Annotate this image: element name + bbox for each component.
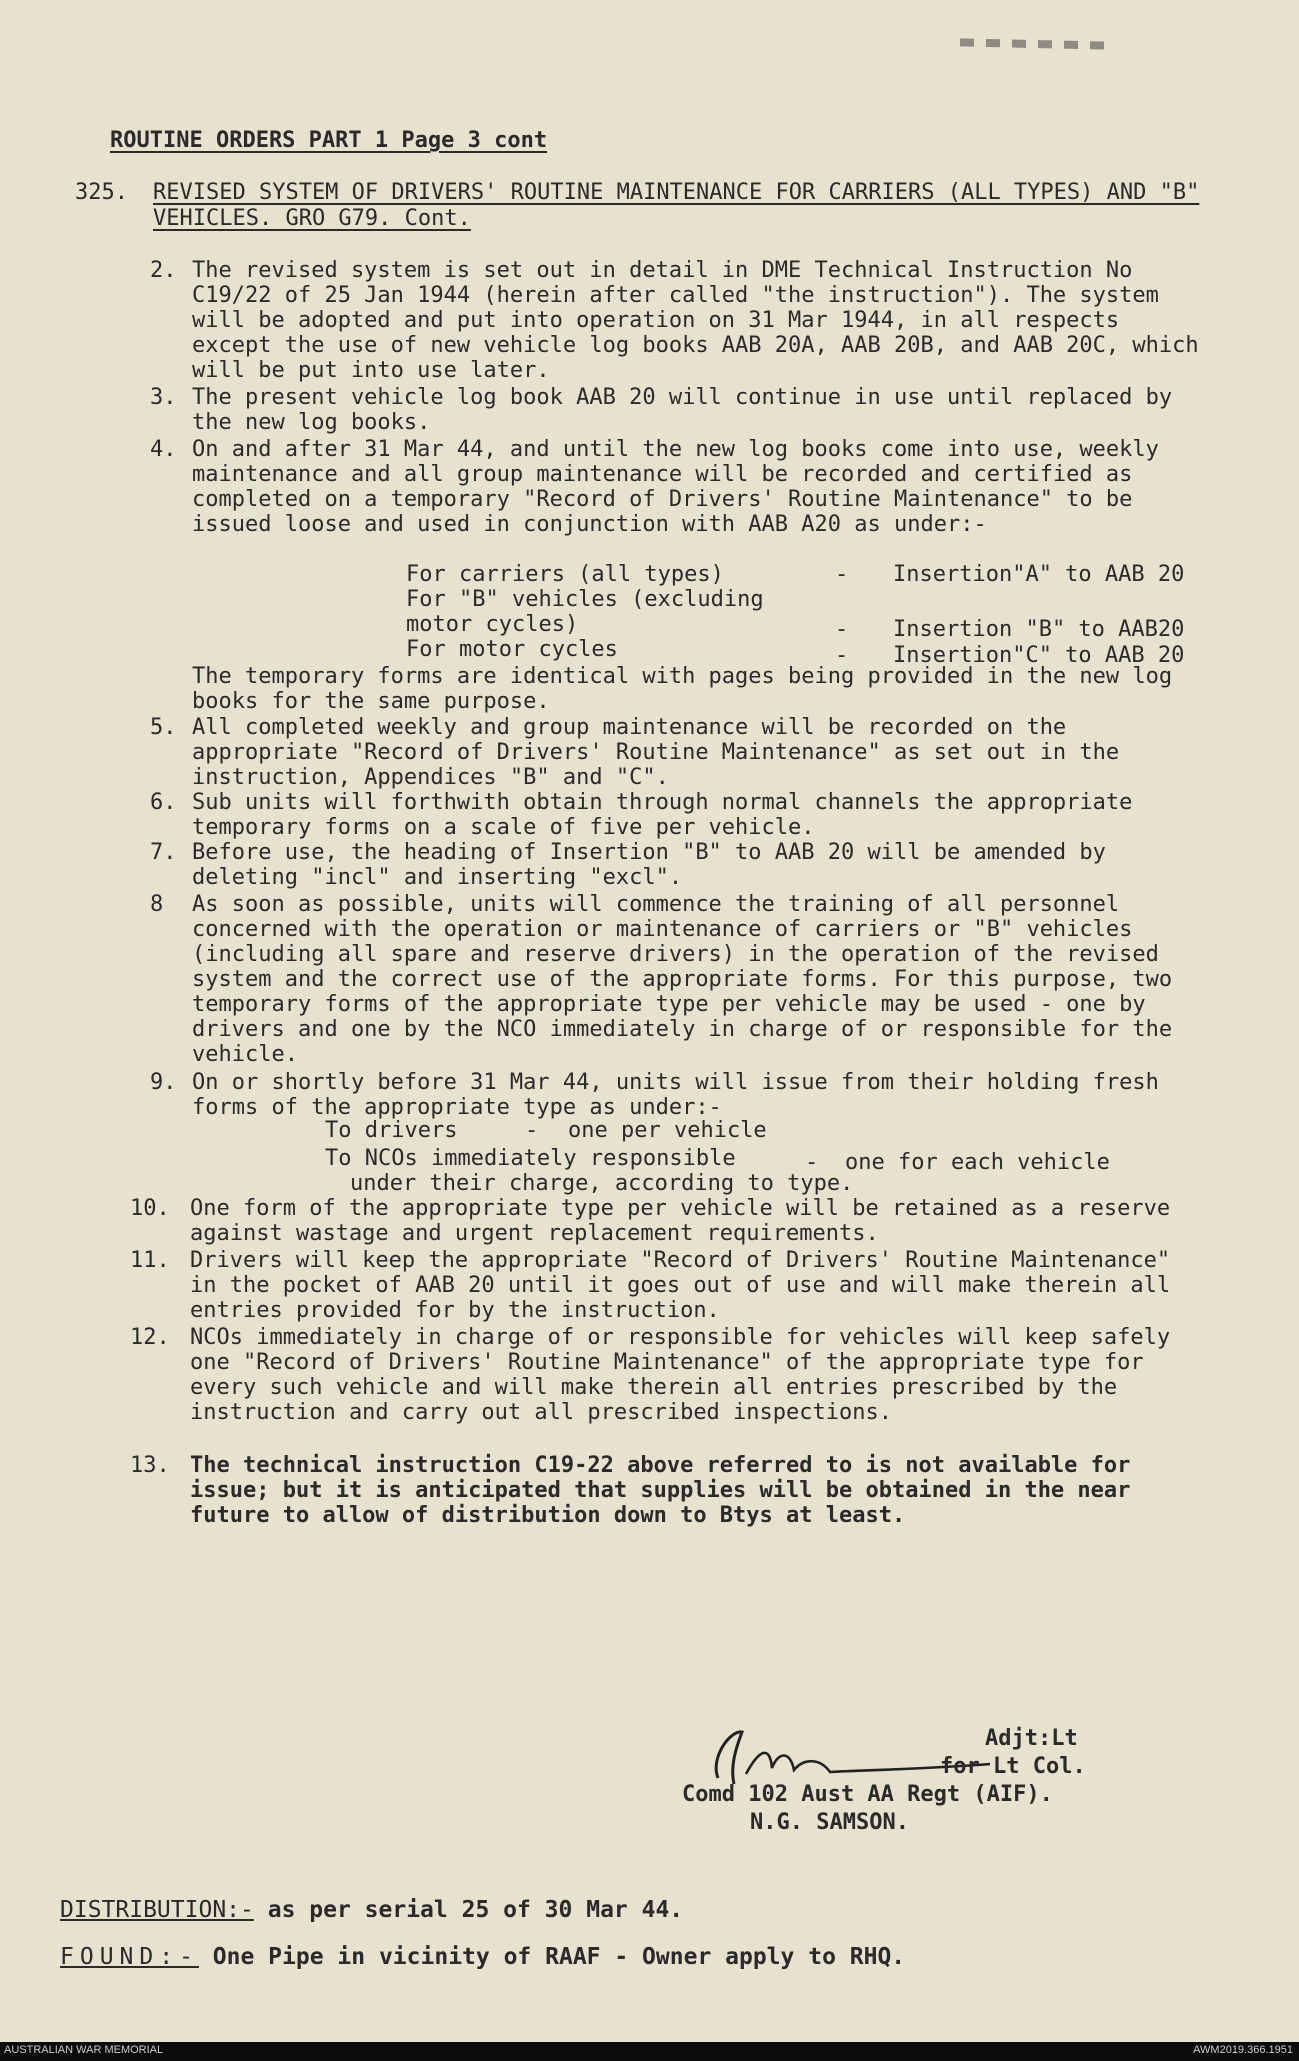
insertion-dash: - xyxy=(835,562,849,587)
issue-quantity: one per vehicle xyxy=(568,1118,767,1143)
insertion-item: For carriers (all types) xyxy=(406,562,724,587)
paragraph-number: 7. xyxy=(150,840,177,865)
found-text: One Pipe in vicinity of RAAF - Owner apply to RHQ. xyxy=(212,1944,906,1970)
found-label: FOUND:- xyxy=(60,1944,199,1970)
insertion-form: Insertion"A" to AAB 20 xyxy=(893,562,1185,587)
paragraph-text: As soon as possible, units will commence the training of all personnel concerned with the operation or maintenance of carriers or "B" vehicles (including all spare and reserve drivers) in the operation of the revised system and the correct use of the appropriate forms. For this purpose, two temporary forms of the appropriate type per vehicle may be used - one by drivers and one by the NCO immediately in charge of or responsible for the vehicle. xyxy=(192,892,1173,1067)
paragraph-number: 8 xyxy=(150,892,164,917)
insertion-row xyxy=(406,562,724,587)
signature-for-lt-col: for Lt Col. xyxy=(940,1754,1086,1779)
issue-dash: - xyxy=(805,1150,819,1175)
page-header: ROUTINE ORDERS PART 1 Page 3 cont xyxy=(110,128,548,153)
paragraph-number: 4. xyxy=(150,437,177,462)
footer-archive-name: AUSTRALIAN WAR MEMORIAL xyxy=(4,2044,164,2056)
insertion-form: Insertion "B" to AAB20 xyxy=(893,617,1185,642)
issue-recipient: To drivers xyxy=(325,1118,458,1143)
signature-name: N.G. SAMSON. xyxy=(750,1810,909,1835)
paragraph-number: 6. xyxy=(150,790,177,815)
paragraph-number: 3. xyxy=(150,385,177,410)
issue-recipient: To NCOs immediately responsible xyxy=(325,1146,736,1171)
issue-quantity: one for each vehicle xyxy=(845,1150,1110,1175)
paragraph-number: 12. xyxy=(130,1325,170,1350)
insertion-form: Insertion"C" to AAB 20 xyxy=(893,643,1185,668)
paragraph-text: The revised system is set out in detail in DME Technical Instruction No C19/22 of 25 Jan 1944 (herein after called "the instruction"). The system will be adopted and put into operation on 31 Mar 1944, in all respects except the use of new vehicle log books AAB 20A, AAB 20B, and AAB 20C, which will be put into use later. xyxy=(192,258,1199,383)
paragraph-text: NCOs immediately in charge of or responsible for vehicles will keep safely one "Record of Drivers' Routine Maintenance" of the appropriate type for every such vehicle and will make therein all entries prescribed by the instruction and carry out all prescribed inspections. xyxy=(190,1325,1171,1425)
insertion-item: For "B" vehicles (excluding xyxy=(406,587,764,612)
signature-adjt: Adjt:Lt xyxy=(985,1726,1078,1751)
found-notice xyxy=(60,1945,905,1970)
paragraph-text: All completed weekly and group maintenance will be recorded on the appropriate "Record of Drivers' Routine Maintenance" as set out in the instruction, Appendices "B" and "C". xyxy=(192,715,1120,790)
paragraph-text: Before use, the heading of Insertion "B" to AAB 20 will be amended by deleting "incl" and inserting "excl". xyxy=(192,840,1106,890)
issue-recipient: under their charge, according to type. xyxy=(350,1171,854,1196)
signature-comd: Comd 102 Aust AA Regt (AIF). xyxy=(682,1782,1053,1807)
insertion-dash: - xyxy=(835,617,849,642)
paragraph-text: The present vehicle log book AAB 20 will continue in use until replaced by the new log books. xyxy=(192,385,1173,435)
ink-smudge xyxy=(960,38,1110,49)
paragraph-number: 10. xyxy=(130,1196,170,1221)
paragraph-text: On and after 31 Mar 44, and until the new log books come into use, weekly maintenance and all group maintenance will be recorded and certified as completed on a temporary "Record of Drivers' Routine Maintenance" to be issued loose and used in conjunction with AAB A20 as under:- xyxy=(192,437,1159,537)
serial-number: 325. xyxy=(75,180,128,205)
paragraph-text: On or shortly before 31 Mar 44, units will issue from their holding fresh forms of the appropriate type as under:- xyxy=(192,1070,1159,1120)
paragraph-number: 5. xyxy=(150,715,177,740)
issue-dash: - xyxy=(525,1118,539,1143)
paragraph-text: Drivers will keep the appropriate "Record of Drivers' Routine Maintenance" in the pocket of AAB 20 until it goes out of use and will make therein all entries provided for by the instruction. xyxy=(190,1248,1171,1323)
paragraph-text: One form of the appropriate type per vehicle will be retained as a reserve against wastage and urgent replacement requirements. xyxy=(190,1196,1171,1246)
paragraph-text: Sub units will forthwith obtain through normal channels the appropriate temporary forms on a scale of five per vehicle. xyxy=(192,790,1133,840)
paragraph-number: 2. xyxy=(150,258,177,283)
paragraph-text: The technical instruction C19-22 above referred to is not available for issue; but it is anticipated that supplies will be obtained in the near future to allow of distribution down to Btys at least. xyxy=(190,1453,1131,1528)
insertion-item: motor cycles) xyxy=(406,612,579,637)
distribution-label: DISTRIBUTION:- xyxy=(60,1897,254,1923)
distribution-line xyxy=(60,1898,683,1923)
insertion-dash: - xyxy=(835,643,849,668)
paragraph-number: 13. xyxy=(130,1453,170,1478)
signature-block xyxy=(682,1718,1110,1868)
footer-accession-number: AWM2019.366.1951 xyxy=(1193,2044,1293,2056)
paragraph-text: The temporary forms are identical with pages being provided in the new log books for the same purpose. xyxy=(192,664,1173,714)
distribution-text: as per serial 25 of 30 Mar 44. xyxy=(267,1897,684,1923)
serial-title: REVISED SYSTEM OF DRIVERS' ROUTINE MAINTENANCE FOR CARRIERS (ALL TYPES) AND "B" VEHICLES. GRO G79. Cont. xyxy=(153,180,1200,231)
insertion-item: For motor cycles xyxy=(406,637,618,662)
paragraph-number: 9. xyxy=(150,1070,177,1095)
paragraph-number: 11. xyxy=(130,1248,170,1273)
